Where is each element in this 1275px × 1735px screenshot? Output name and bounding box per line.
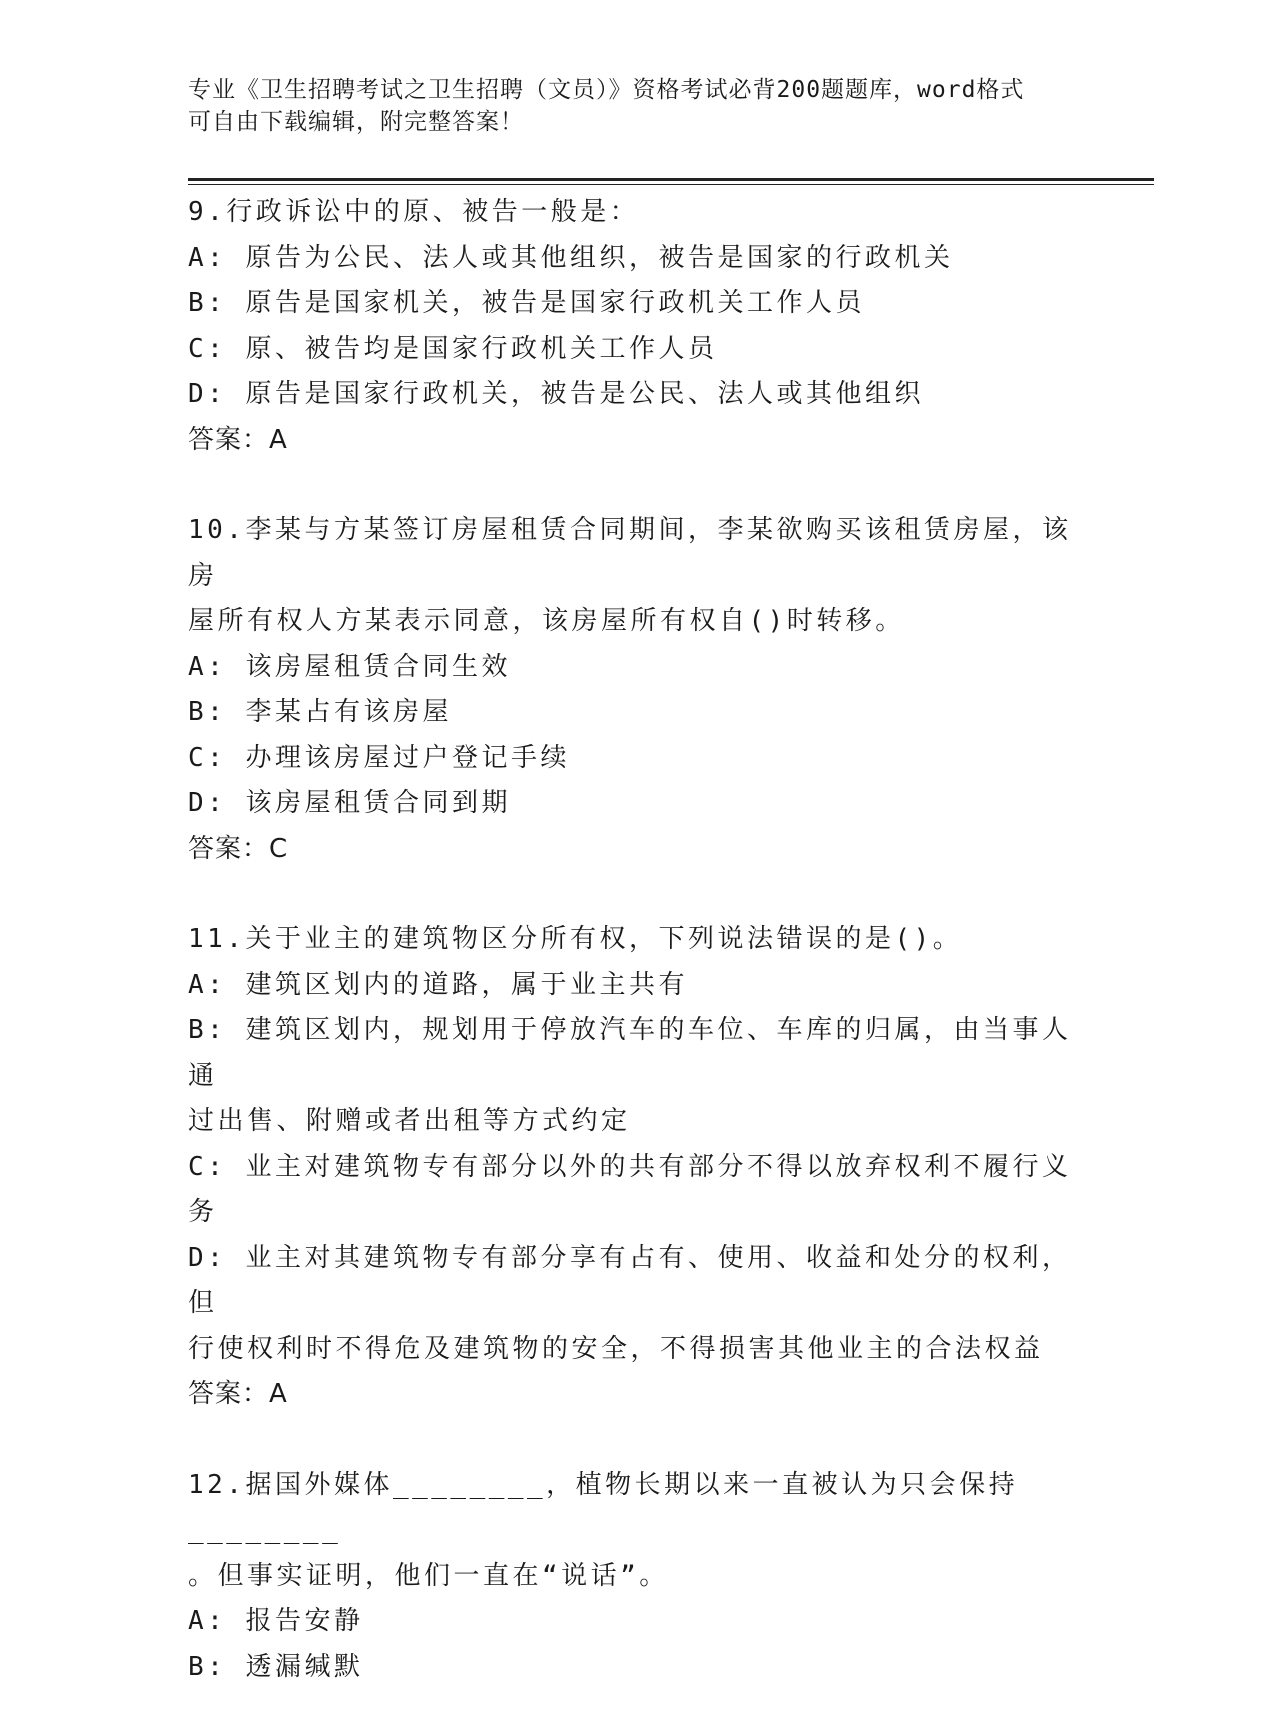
- option-line: C: 业主对建筑物专有部分以外的共有部分不得以放弃权利不履行义务: [188, 1151, 1072, 1227]
- question-stem: 11.关于业主的建筑物区分所有权，下列说法错误的是()。: [188, 924, 963, 954]
- option-line: A: 建筑区划内的道路，属于业主共有: [188, 969, 688, 1000]
- question-block: [188, 1463, 1088, 1691]
- option-line: 行使权利时不得危及建筑物的安全，不得损害其他业主的合法权益: [188, 1333, 1044, 1364]
- option-line: B: 建筑区划内，规划用于停放汽车的车位、车库的归属，由当事人通: [188, 1015, 1072, 1091]
- question-stem: 12.据国外媒体________，植物长期以来一直被认为只会保持________: [188, 1469, 1019, 1545]
- question-block: [188, 190, 1088, 463]
- question-stem: 9.行政诉讼中的原、被告一般是：: [188, 197, 640, 227]
- document-header: [188, 74, 1088, 138]
- option-line: 过出售、附赠或者出租等方式约定: [188, 1106, 631, 1136]
- option-line: D: 该房屋租赁合同到期: [188, 788, 511, 818]
- answer-line: 答案：C: [188, 833, 289, 864]
- question-stem: 。但事实证明，他们一直在“说话”。: [188, 1560, 669, 1591]
- option-line: B: 透漏缄默: [188, 1651, 364, 1682]
- question-block: [188, 917, 1088, 1418]
- question-stem: 屋所有权人方某表示同意，该房屋所有权自()时转移。: [188, 606, 905, 636]
- question-block: [188, 508, 1088, 872]
- answer-line: 答案：A: [188, 424, 288, 455]
- header-line-1: 专业《卫生招聘考试之卫生招聘（文员）》资格考试必背200题题库，word格式: [188, 77, 1025, 103]
- option-line: D: 原告是国家行政机关，被告是公民、法人或其他组织: [188, 379, 924, 409]
- question-stem: 10.李某与方某签订房屋租赁合同期间，李某欲购买该租赁房屋，该房: [188, 515, 1072, 591]
- option-line: B: 李某占有该房屋: [188, 697, 452, 727]
- option-line: A: 报告安静: [188, 1606, 364, 1636]
- option-line: C: 原、被告均是国家行政机关工作人员: [188, 333, 718, 364]
- header-rule-thick: [188, 178, 1154, 181]
- option-line: B: 原告是国家机关，被告是国家行政机关工作人员: [188, 288, 865, 318]
- answer-line: 答案：A: [188, 1379, 288, 1409]
- header-rule-thin: [188, 184, 1154, 185]
- option-line: C: 办理该房屋过户登记手续: [188, 742, 570, 773]
- option-line: D: 业主对其建筑物专有部分享有占有、使用、收益和处分的权利，但: [188, 1242, 1072, 1318]
- option-line: A: 该房屋租赁合同生效: [188, 651, 511, 682]
- option-line: A: 原告为公民、法人或其他组织，被告是国家的行政机关: [188, 242, 954, 273]
- question-list: [188, 190, 1088, 1735]
- header-line-2: 可自由下载编辑，附完整答案！: [188, 109, 524, 135]
